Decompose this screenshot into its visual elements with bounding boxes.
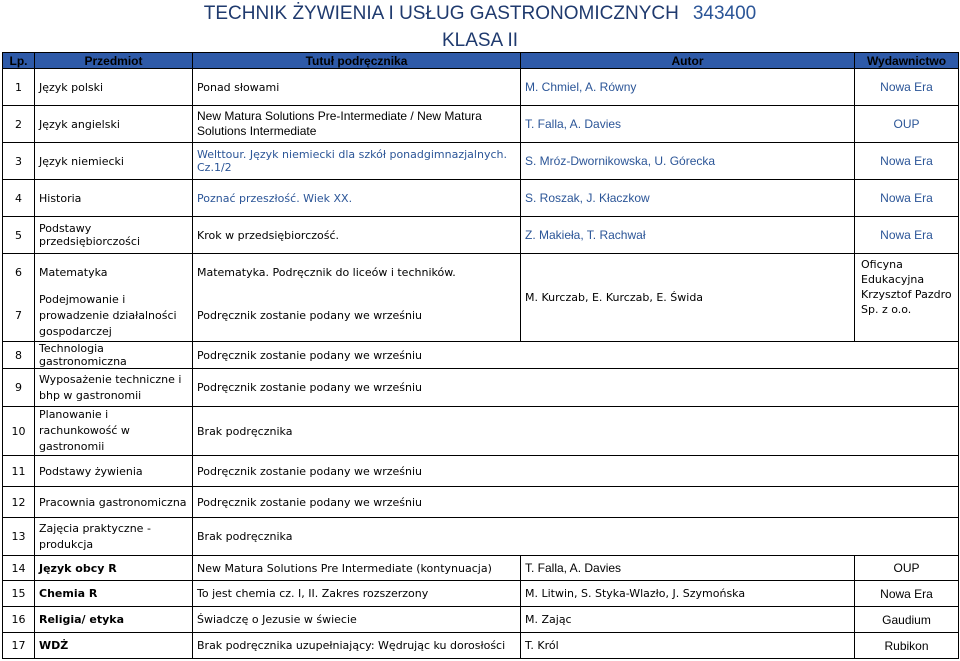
row-title: New Matura Solutions Pre Intermediate (kontynuacja)	[193, 556, 521, 581]
table-row	[3, 556, 959, 581]
table-row	[3, 69, 959, 106]
row-lp: 4	[3, 180, 35, 217]
row-title: Podręcznik zostanie podany we wrześniu	[193, 342, 959, 369]
row-author: S. Roszak, J. Kłaczkow	[521, 180, 855, 217]
row-publisher: Gaudium	[855, 607, 959, 633]
row-lp: 10	[3, 407, 35, 456]
table-row	[3, 143, 959, 180]
row-author: M. Zając	[521, 607, 855, 633]
column-header-title: Tutuł podręcznika	[193, 53, 521, 69]
table-row	[3, 456, 959, 487]
row-publisher: OUP	[855, 556, 959, 581]
page-title: TECHNIK ŻYWIENIA I USŁUG GASTRONOMICZNYCH 343400	[203, 3, 757, 24]
column-header-publisher: Wydawnictwo	[855, 53, 959, 69]
row-author: M. Litwin, S. Styka-Wlazło, J. Szymońska	[521, 581, 855, 607]
row-author: M. Kurczab, E. Kurczab, E. Świda	[521, 254, 855, 342]
row-title: Brak podręcznika	[193, 518, 959, 556]
table-row	[3, 607, 959, 633]
column-header-subject: Przedmiot	[35, 53, 193, 69]
row-subject: Pracownia gastronomiczna	[35, 487, 193, 518]
row-publisher: Nowa Era	[855, 217, 959, 254]
table-row	[3, 342, 959, 369]
row-lp: 5	[3, 217, 35, 254]
row-lp: 11	[3, 456, 35, 487]
row-subject: Język angielski	[35, 106, 193, 143]
row-title: To jest chemia cz. I, II. Zakres rozszerzony	[193, 581, 521, 607]
document-header	[0, 0, 960, 52]
row-lp: 1	[3, 69, 35, 106]
row-lp: 3	[3, 143, 35, 180]
row-publisher: Oficyna Edukacyjna Krzysztof Pazdro Sp. z o.o.	[855, 254, 959, 342]
row-title: Podręcznik zostanie podany we wrześniu	[193, 291, 521, 342]
row-author: S. Mróz-Dwornikowska, U. Górecka	[521, 143, 855, 180]
row-author: Z. Makieła, T. Rachwał	[521, 217, 855, 254]
row-lp: 13	[3, 518, 35, 556]
column-header-lp: Lp.	[3, 53, 35, 69]
table-row	[3, 180, 959, 217]
table-row	[3, 106, 959, 143]
row-subject: Wyposażenie techniczne i bhp w gastronomii	[35, 369, 193, 407]
row-subject: Matematyka	[35, 254, 193, 291]
row-title: Ponad słowami	[193, 69, 521, 106]
table-row	[3, 633, 959, 659]
row-publisher: Rubikon	[855, 633, 959, 659]
row-title: Świadczę o Jezusie w świecie	[193, 607, 521, 633]
row-subject: WDŻ	[35, 633, 193, 659]
column-header-author: Autor	[521, 53, 855, 69]
row-subject: Podstawy żywienia	[35, 456, 193, 487]
row-subject: Język niemiecki	[35, 143, 193, 180]
row-lp: 16	[3, 607, 35, 633]
row-title: Krok w przedsiębiorczość.	[193, 217, 521, 254]
row-title: Podręcznik zostanie podany we wrześniu	[193, 487, 959, 518]
row-title: Poznać przeszłość. Wiek XX.	[193, 180, 521, 217]
row-lp: 7	[3, 291, 35, 342]
row-subject: Religia/ etyka	[35, 607, 193, 633]
table-row	[3, 407, 959, 456]
row-title: Podręcznik zostanie podany we wrześniu	[193, 456, 959, 487]
row-lp: 14	[3, 556, 35, 581]
row-subject: Zajęcia praktyczne - produkcja	[35, 518, 193, 556]
row-lp: 17	[3, 633, 35, 659]
row-subject: Podstawy przedsiębiorczości	[35, 217, 193, 254]
row-title: Matematyka. Podręcznik do liceów i techników.	[193, 254, 521, 291]
row-author: M. Chmiel, A. Równy	[521, 69, 855, 106]
row-publisher: Nowa Era	[855, 69, 959, 106]
profession-code: 343400	[692, 3, 757, 24]
row-title: Podręcznik zostanie podany we wrześniu	[193, 369, 959, 407]
row-subject: Język polski	[35, 69, 193, 106]
row-publisher: Nowa Era	[855, 581, 959, 607]
table-header-row	[3, 53, 959, 69]
row-subject: Język obcy R	[35, 556, 193, 581]
row-title: Brak podręcznika	[193, 407, 959, 456]
row-lp: 12	[3, 487, 35, 518]
table-row	[3, 217, 959, 254]
row-publisher: Nowa Era	[855, 143, 959, 180]
row-lp: 8	[3, 342, 35, 369]
row-author: T. Król	[521, 633, 855, 659]
row-subject: Podejmowanie i prowadzenie działalności gospodarczej	[35, 291, 193, 342]
row-subject: Planowanie i rachunkowość w gastronomii	[35, 407, 193, 456]
row-lp: 2	[3, 106, 35, 143]
row-lp: 15	[3, 581, 35, 607]
row-lp: 6	[3, 254, 35, 291]
textbook-table	[2, 52, 959, 659]
table-row	[3, 254, 959, 291]
table-row	[3, 487, 959, 518]
class-title: KLASA II	[441, 30, 519, 51]
row-author: T. Falla, A. Davies	[521, 106, 855, 143]
table-row	[3, 581, 959, 607]
table-row	[3, 518, 959, 556]
row-author: T. Falla, A. Davies	[521, 556, 855, 581]
row-publisher: OUP	[855, 106, 959, 143]
row-subject: Technologia gastronomiczna	[35, 342, 193, 369]
row-title: New Matura Solutions Pre-Intermediate / New Matura Solutions Intermediate	[193, 106, 521, 143]
row-title: Brak podręcznika uzupełniający: Wędrując ku dorosłości	[193, 633, 521, 659]
row-lp: 9	[3, 369, 35, 407]
row-subject: Historia	[35, 180, 193, 217]
row-subject: Chemia R	[35, 581, 193, 607]
row-title: Welttour. Język niemiecki dla szkół ponadgimnazjalnych. Cz.1/2	[193, 143, 521, 180]
table-row	[3, 369, 959, 407]
row-publisher: Nowa Era	[855, 180, 959, 217]
